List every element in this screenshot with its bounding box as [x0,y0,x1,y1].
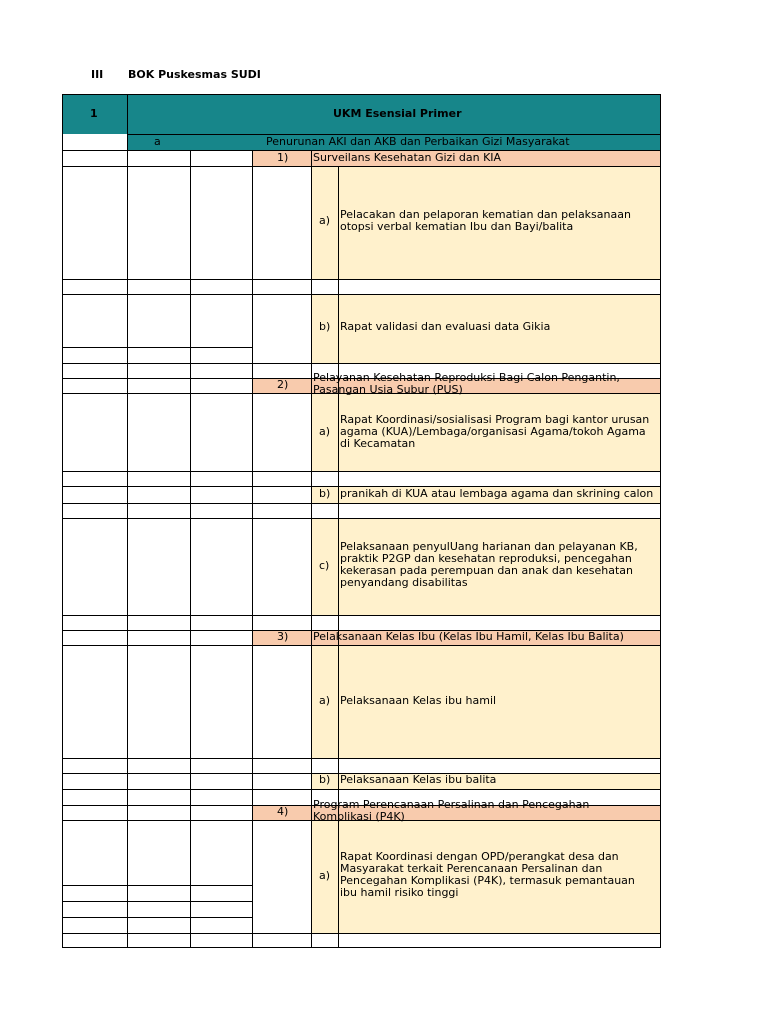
section-number: 1 [90,107,98,120]
subitem-text-line: agama (KUA)/Lembaga/organisasi Agama/tokoh Agama [340,425,646,438]
subitem-text-line: Rapat Koordinasi dengan OPD/perangkat desa dan [340,850,619,863]
item-title-clip [312,371,660,396]
subitem-text-line: ibu hamil risiko tinggi [340,886,459,899]
subitem-text-line: Rapat Koordinasi/sosialisasi Program bagi kantor urusan [340,413,650,426]
subitem-letter: b) [319,320,331,333]
item-title: Pelaksanaan Kelas Ibu (Kelas Ibu Hamil, Kelas Ibu Balita) [313,630,624,643]
subitem-text-line: Masyarakat terkait Perencanaan Persalinan dan [340,862,603,875]
item-title-line: Program Perencanaan Persalinan dan Pencegahan [313,798,590,811]
subitem-letter: b) [319,487,331,500]
subitem-text-line: Pelacakan dan pelaporan kematian dan pelaksanaan [340,208,631,221]
subitem-text-line: praktik P2GP dan kesehatan reproduksi, pencegahan [340,552,632,565]
subsection-title: Penurunan AKI dan AKB dan Perbaikan Gizi Masyarakat [266,135,570,148]
subitem-text-line: kekerasan pada perempuan dan anak dan kesehatan [340,564,633,577]
item-title-line: Pelayanan Kesehatan Reproduksi Bagi Calon Pengantin, [313,371,620,384]
subitem-letter: a) [319,214,331,227]
subitem-text-clip [339,486,660,503]
section-roman-numeral: III [91,68,104,81]
subitem-letter: c) [319,559,330,572]
item-title-clip [312,798,660,823]
item-title: Surveilans Kesehatan Gizi dan KIA [313,151,502,164]
subitem-text-line: Pelaksanaan Kelas ibu hamil [340,694,497,707]
subitem-text-line: Pencegahan Komplikasi (P4K), termasuk pemantauan [340,874,635,887]
subitem-text-line: pranikah di KUA atau lembaga agama dan skrining calon [340,487,654,500]
subitem-letter: a) [319,425,331,438]
section-title: UKM Esensial Primer [333,107,462,120]
subitem-text-line: di Kecamatan [340,437,416,450]
item-title-line: Komplikasi (P4K) [313,810,405,823]
subitem-text-line: Pelaksanaan penyulUang harianan dan pelayanan KB, [340,540,638,553]
item-number: 2) [277,378,289,391]
subitem-letter: b) [319,773,331,786]
item-number: 3) [277,630,289,643]
subitem-text-line: penyandang disabilitas [340,576,468,589]
subsection-letter: a [154,135,161,148]
subitem-text-line: Rapat validasi dan evaluasi data Gikia [340,320,551,333]
subitem-text-line: Pelaksanaan Kelas ibu balita [340,773,497,786]
subitem-letter: a) [319,694,331,707]
item-number: 4) [277,805,289,818]
item-title-line: Pasangan Usia Subur (PUS) [313,383,463,396]
subitem-text-line: otopsi verbal kematian Ibu dan Bayi/balita [340,220,574,233]
document-title: BOK Puskesmas SUDI [128,68,261,81]
subitem-letter: a) [319,869,331,882]
item-number: 1) [277,151,289,164]
